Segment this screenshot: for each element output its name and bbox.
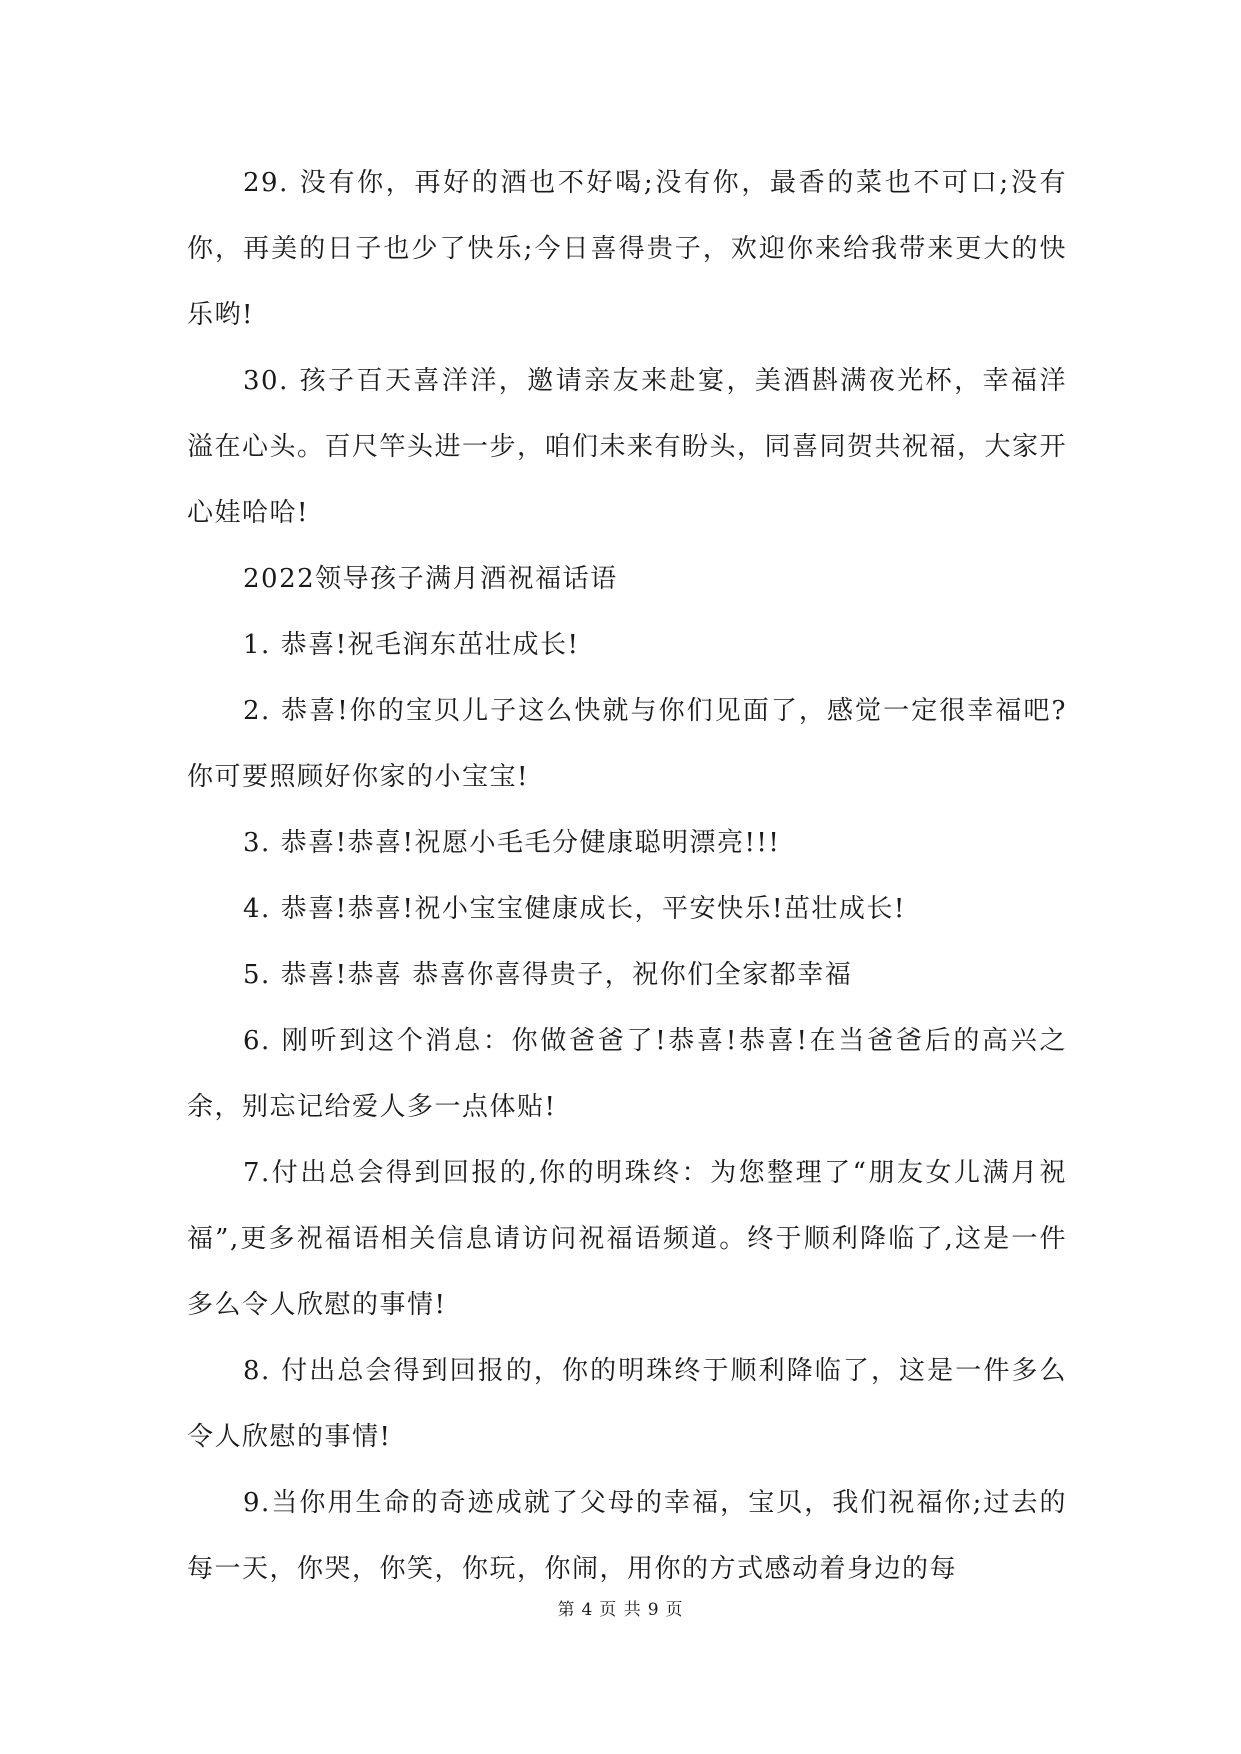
paragraph-2: 2. 恭喜!你的宝贝儿子这么快就与你们见面了，感觉一定很幸福吧?你可要照顾好你家的小宝宝! <box>187 696 1067 792</box>
page-footer <box>0 1595 1241 1620</box>
footer-suffix: 页 <box>665 1600 684 1620</box>
footer-prefix: 第 <box>557 1600 576 1620</box>
paragraph-9: 9.当你用生命的奇迹成就了父母的幸福，宝贝，我们祝福你;过去的每一天，你哭，你笑，你玩，你闹，用你的方式感动着身边的每 <box>187 1488 1067 1584</box>
footer-middle: 页 共 <box>599 1600 642 1620</box>
paragraph-6: 6. 刚听到这个消息：你做爸爸了!恭喜!恭喜!在当爸爸后的高兴之余，别忘记给爱人多一点体贴! <box>187 1026 1067 1122</box>
section-heading: 2022领导孩子满月酒祝福话语 <box>243 564 618 594</box>
paragraph-3: 3. 恭喜!恭喜!祝愿小毛毛分健康聪明漂亮!!! <box>243 828 781 858</box>
document-body <box>187 150 1067 1602</box>
paragraph-4: 4. 恭喜!恭喜!祝小宝宝健康成长，平安快乐!茁壮成长! <box>243 894 906 924</box>
paragraph-1: 1. 恭喜!祝毛润东茁壮成长! <box>243 630 580 660</box>
footer-total-pages: 9 <box>647 1600 660 1620</box>
paragraph-30: 30. 孩子百天喜洋洋，邀请亲友来赴宴，美酒斟满夜光杯，幸福洋溢在心头。百尺竿头进一步，咱们未来有盼头，同喜同贺共祝福，大家开心娃哈哈! <box>187 366 1068 528</box>
paragraph-5: 5. 恭喜!恭喜 恭喜你喜得贵子，祝你们全家都幸福 <box>243 960 853 990</box>
paragraph-8: 8. 付出总会得到回报的，你的明珠终于顺利降临了，这是一件多么令人欣慰的事情! <box>187 1356 1067 1452</box>
paragraph-29: 29. 没有你，再好的酒也不好喝;没有你，最香的菜也不可口;没有你，再美的日子也少了快乐;今日喜得贵子，欢迎你来给我带来更大的快乐哟! <box>187 168 1067 330</box>
footer-current-page: 4 <box>581 1600 594 1620</box>
paragraph-7: 7.付出总会得到回报的,你的明珠终：为您整理了“朋友女儿满月祝福”,更多祝福语相关信息请访问祝福语频道。终于顺利降临了,这是一件多么令人欣慰的事情! <box>187 1158 1067 1320</box>
